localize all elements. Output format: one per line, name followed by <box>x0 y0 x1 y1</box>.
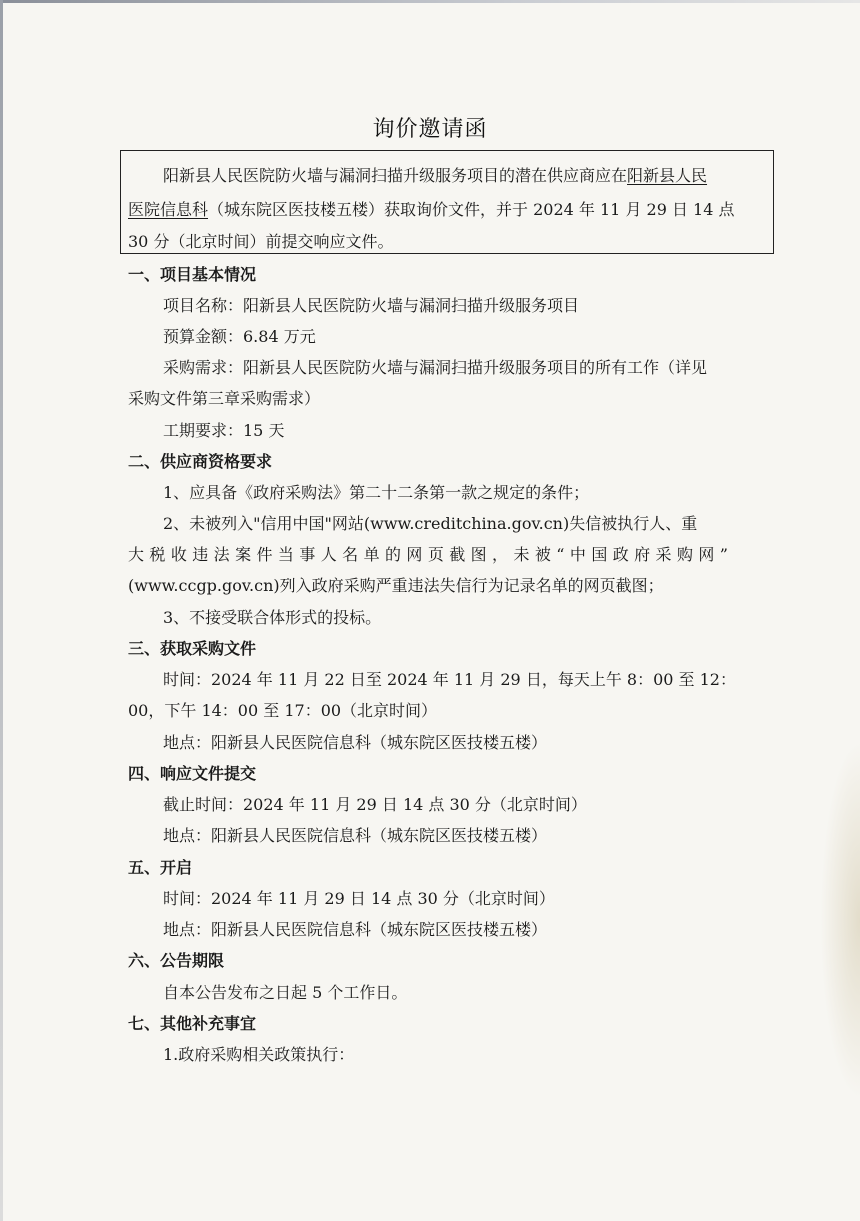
submission-deadline: 截止时间：2024 年 11 月 29 日 14 点 30 分（北京时间） <box>163 795 587 814</box>
obtain-time-line-1: 时间：2024 年 11 月 22 日至 2024 年 11 月 29 日，每天上午 8：00 至 12： <box>163 670 736 689</box>
notice-underlined-text-2: 医院信息科 <box>128 200 209 219</box>
notice-underlined-text-1: 阳新县人民 <box>627 166 708 185</box>
notice-line-1 <box>163 166 707 186</box>
section-heading-7: 七、其他补充事宜 <box>128 1014 257 1033</box>
section-heading-3: 三、获取采购文件 <box>128 639 257 658</box>
section-heading-1: 一、项目基本情况 <box>128 265 257 284</box>
submission-place: 地点：阳新县人民医院信息科（城东院区医技楼五楼） <box>163 826 548 845</box>
duration-requirement: 工期要求：15 天 <box>163 421 285 440</box>
section-heading-4: 四、响应文件提交 <box>128 764 257 783</box>
notice-line-3: 30 分（北京时间）前提交响应文件。 <box>128 232 394 251</box>
procurement-demand-line-1: 采购需求：阳新县人民医院防火墙与漏洞扫描升级服务项目的所有工作（详见 <box>163 358 708 377</box>
notice-line-2-text: （城东院区医技楼五楼）获取询价文件，并于 2024 年 11 月 29 日 14 点 <box>208 200 735 219</box>
page-title: 询价邀请函 <box>372 117 488 142</box>
announcement-period: 自本公告发布之日起 5 个工作日。 <box>163 983 408 1002</box>
qualification-item-1: 1、应具备《政府采购法》第二十二条第一款之规定的条件； <box>163 483 590 502</box>
procurement-demand-line-2: 采购文件第三章采购需求） <box>128 389 321 408</box>
qualification-item-2-line-1: 2、未被列入"信用中国"网站(www.creditchina.gov.cn)失信被执行人、重 <box>163 514 698 533</box>
budget-amount: 预算金额：6.84 万元 <box>163 327 316 346</box>
other-item-1: 1.政府采购相关政策执行： <box>163 1045 355 1064</box>
qualification-item-3: 3、不接受联合体形式的投标。 <box>163 608 382 627</box>
qualification-item-2-line-2: 大税收违法案件当事人名单的网页截图，未被“中国政府采购网” <box>128 545 728 564</box>
obtain-place: 地点：阳新县人民医院信息科（城东院区医技楼五楼） <box>163 733 548 752</box>
notice-line-1-text: 阳新县人民医院防火墙与漏洞扫描升级服务项目的潜在供应商应在 <box>163 166 628 185</box>
opening-time: 时间：2024 年 11 月 29 日 14 点 30 分（北京时间） <box>163 889 555 908</box>
section-heading-6: 六、公告期限 <box>128 951 225 970</box>
qualification-item-2-line-3: (www.ccgp.gov.cn)列入政府采购严重违法失信行为记录名单的网页截图； <box>128 576 664 595</box>
opening-place: 地点：阳新县人民医院信息科（城东院区医技楼五楼） <box>163 920 548 939</box>
obtain-time-line-2: 00，下午 14：00 至 17：00（北京时间） <box>128 701 438 720</box>
section-heading-5: 五、开启 <box>128 858 193 877</box>
project-name: 项目名称：阳新县人民医院防火墙与漏洞扫描升级服务项目 <box>163 296 580 315</box>
section-heading-2: 二、供应商资格要求 <box>128 452 273 471</box>
notice-line-2 <box>128 200 735 220</box>
